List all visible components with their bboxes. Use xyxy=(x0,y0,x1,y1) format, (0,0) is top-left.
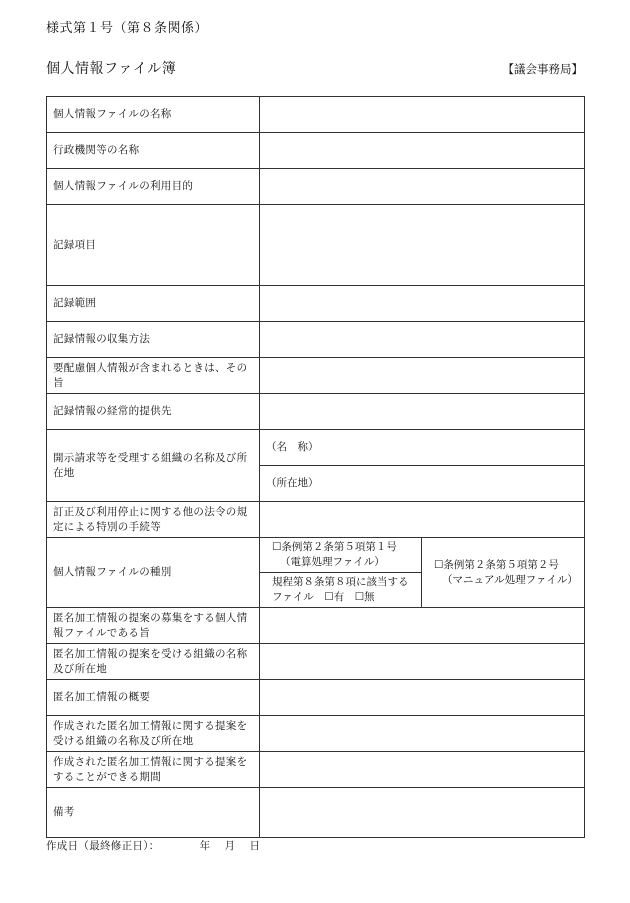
table-row xyxy=(47,394,585,430)
table-row xyxy=(47,788,585,838)
row-label: 記録範囲 xyxy=(47,286,260,322)
row-label: 備考 xyxy=(47,788,260,838)
file-type-option-manual[interactable] xyxy=(422,538,585,608)
row-value-field[interactable] xyxy=(260,752,585,788)
row-label: 作成された匿名加工情報に関する提案をすることができる期間 xyxy=(47,752,260,788)
org-name-field[interactable]: （名 称） xyxy=(260,430,585,466)
row-value-field[interactable] xyxy=(260,716,585,752)
table-row xyxy=(47,322,585,358)
option-description: （電算処理ファイル） xyxy=(280,556,385,568)
row-label: 個人情報ファイルの種別 xyxy=(47,538,260,608)
row-label: 行政機関等の名称 xyxy=(47,133,260,169)
row-label: 個人情報ファイルの利用目的 xyxy=(47,169,260,205)
file-type-sub-option[interactable] xyxy=(260,573,422,608)
row-label: 匿名加工情報の提案を受ける組織の名称及び所在地 xyxy=(47,644,260,680)
table-row xyxy=(47,680,585,716)
option-checkbox-label: ☐条例第２条第５項第２号 xyxy=(434,558,559,571)
row-value-field[interactable] xyxy=(260,286,585,322)
row-value-field[interactable] xyxy=(260,608,585,644)
table-row xyxy=(47,286,585,322)
document-title: 個人情報ファイル簿 xyxy=(46,61,177,77)
row-label: 記録項目 xyxy=(47,205,260,286)
table-row xyxy=(47,644,585,680)
row-value-field[interactable] xyxy=(260,358,585,394)
row-label: 記録情報の経常的提供先 xyxy=(47,394,260,430)
row-label: 要配慮個人情報が含まれるときは、その旨 xyxy=(47,358,260,394)
row-value-field[interactable] xyxy=(260,169,585,205)
table-row xyxy=(47,169,585,205)
creation-date-line xyxy=(46,838,262,853)
table-row xyxy=(47,133,585,169)
org-address-field[interactable]: （所在地） xyxy=(260,466,585,502)
form-number: 様式第１号（第８条関係） xyxy=(46,21,209,36)
option-checkbox-label: ☐条例第２条第５項第１号 xyxy=(272,541,397,553)
table-row xyxy=(47,502,585,538)
table-row xyxy=(47,358,585,394)
row-value-field[interactable] xyxy=(260,788,585,838)
table-row xyxy=(47,752,585,788)
row-value-field[interactable] xyxy=(260,133,585,169)
table-row xyxy=(47,716,585,752)
row-value-field[interactable] xyxy=(260,680,585,716)
row-label: 開示請求等を受理する組織の名称及び所在地 xyxy=(47,430,260,502)
row-value-field[interactable] xyxy=(260,644,585,680)
option-description: （マニュアル処理ファイル） xyxy=(442,573,578,586)
row-label: 匿名加工情報の提案の募集をする個人情報ファイルである旨 xyxy=(47,608,260,644)
table-row xyxy=(47,430,585,466)
personal-info-file-register-table xyxy=(46,96,585,838)
creation-date-label: 作成日（最終修正日）： xyxy=(46,840,160,852)
row-value-field[interactable] xyxy=(260,322,585,358)
table-row xyxy=(47,608,585,644)
table-row xyxy=(47,205,585,286)
row-value-field[interactable] xyxy=(260,97,585,133)
row-label: 記録情報の収集方法 xyxy=(47,322,260,358)
row-value-field[interactable] xyxy=(260,502,585,538)
row-value-field[interactable] xyxy=(260,205,585,286)
row-label: 訂正及び利用停止に関する他の法令の規定による特別の手続等 xyxy=(47,502,260,538)
row-label: 匿名加工情報の概要 xyxy=(47,680,260,716)
sub-option-checkboxes: ファイル ☐有 ☐無 xyxy=(272,591,375,603)
row-label: 個人情報ファイルの名称 xyxy=(47,97,260,133)
creation-date-fields[interactable]: 年 月 日 xyxy=(199,840,263,852)
sub-option-text: 規程第８条第８項に該当する xyxy=(272,576,409,588)
row-label: 作成された匿名加工情報に関する提案を受ける組織の名称及び所在地 xyxy=(47,716,260,752)
row-value-field[interactable] xyxy=(260,394,585,430)
department-label: 【議会事務局】 xyxy=(502,62,583,76)
table-row xyxy=(47,538,585,573)
table-row xyxy=(47,97,585,133)
file-type-option-computer[interactable] xyxy=(260,538,422,573)
